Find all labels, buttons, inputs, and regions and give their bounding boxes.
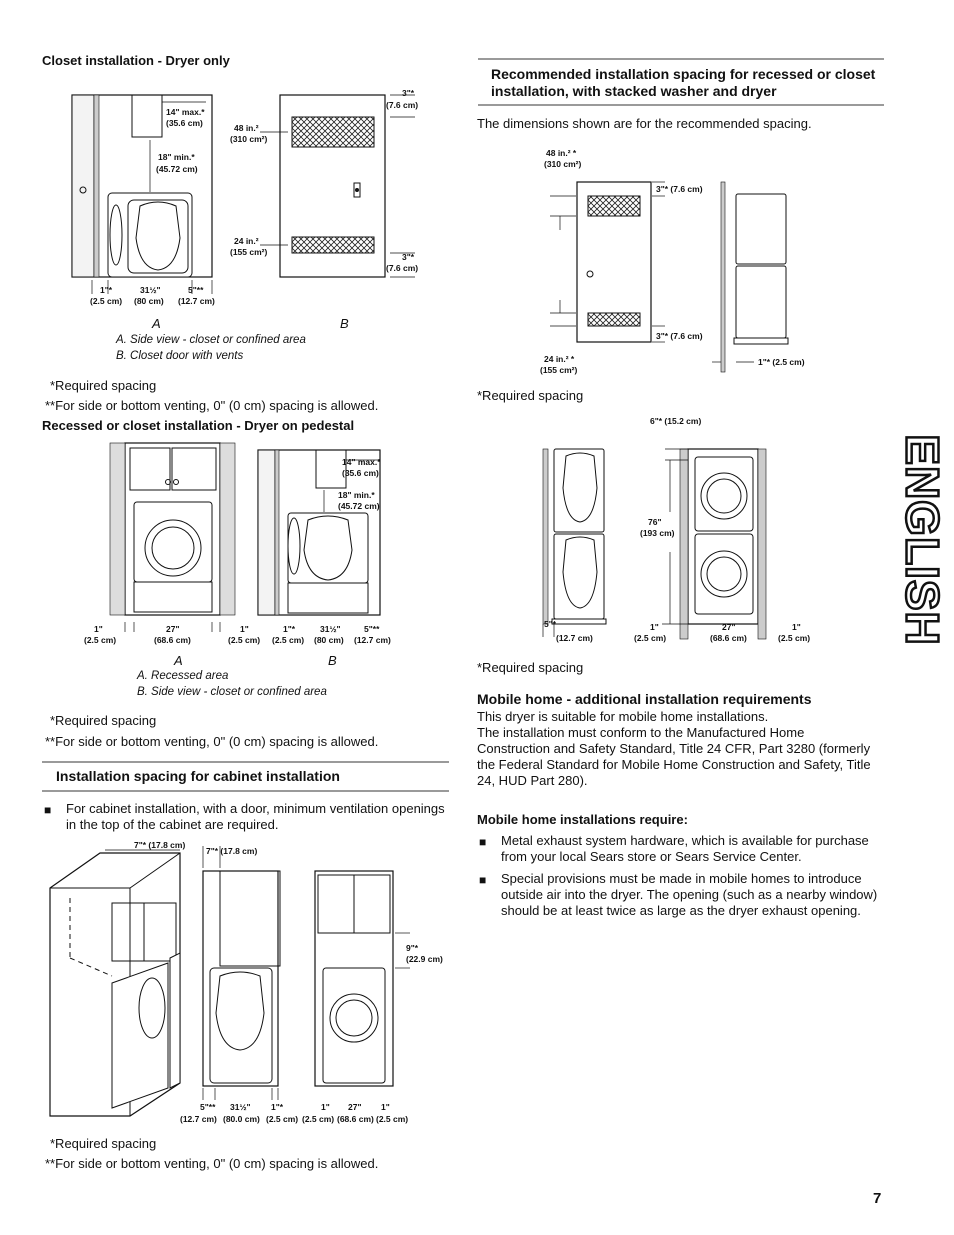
closet-d2: 18" min.* xyxy=(158,152,195,162)
ped-letter-b: B xyxy=(328,653,337,668)
mobile-heading: Mobile home - additional installation requirements xyxy=(477,691,812,707)
ped-a3b: (2.5 cm) xyxy=(228,635,261,645)
door-vent1b: (310 cm²) xyxy=(230,134,268,144)
page-number: 7 xyxy=(873,1190,882,1207)
cab-c4: 1" xyxy=(321,1102,330,1112)
cab-t2: 7"* (17.8 cm) xyxy=(206,846,258,856)
stack-b4: 1" xyxy=(792,622,801,632)
stack-b3: 27" xyxy=(722,622,736,632)
cab-c2: 31½" xyxy=(230,1102,251,1112)
door-v1: 48 in.² * xyxy=(546,148,577,158)
stack-figure xyxy=(540,412,830,652)
closet-title: Closet installation - Dryer only xyxy=(42,53,230,68)
closet-letter-a: A xyxy=(152,316,161,331)
closet-d1b: (35.6 cm) xyxy=(166,118,203,128)
mobile-req-title: Mobile home installations require: xyxy=(477,812,688,827)
required-spacing-1: *Required spacing xyxy=(50,378,157,393)
closet-b3: 5"** xyxy=(188,285,204,295)
closet-letter-b: B xyxy=(340,316,349,331)
cab-c6: 1" xyxy=(381,1102,390,1112)
ped-a2: 27" xyxy=(166,624,180,634)
stacked-rule-top xyxy=(478,58,884,60)
ped-s2b: (80 cm) xyxy=(314,635,344,645)
closet-d1: 14" max.* xyxy=(166,107,205,117)
required-spacing-2: *Required spacing xyxy=(50,713,157,728)
closet-b1b: (2.5 cm) xyxy=(90,296,123,306)
mobile-bullet-mark-2: ■ xyxy=(479,873,487,887)
door-side: 1"* (2.5 cm) xyxy=(758,357,805,367)
closet-caption-b: B. Closet door with vents xyxy=(116,350,244,362)
door-g1: 3"* (7.6 cm) xyxy=(656,184,703,194)
stack-top: 6"* (15.2 cm) xyxy=(650,416,702,426)
closet-b2: 31½" xyxy=(140,285,161,295)
door-top-gap-b: (7.6 cm) xyxy=(386,100,419,110)
cab-c5b: (68.6 cm) xyxy=(337,1114,374,1124)
stack-b2: 1" xyxy=(650,622,659,632)
door-top-gap: 3"* xyxy=(402,88,415,98)
ped-d2b: (45.72 cm) xyxy=(338,501,380,511)
ped-s2: 31½" xyxy=(320,624,341,634)
closet-caption-a: A. Side view - closet or confined area xyxy=(116,334,306,346)
venting-note-2: **For side or bottom venting, 0" (0 cm) spacing is allowed. xyxy=(45,734,379,749)
mobile-bullet-1: Metal exhaust system hardware, which is available for purchase from your local Sears store or Sears Service Center. xyxy=(501,833,869,864)
cab-c1b: (12.7 cm) xyxy=(180,1114,217,1124)
side-tab-label: ENGLISH xyxy=(897,434,949,646)
door-bot-gap-b: (7.6 cm) xyxy=(386,263,419,273)
closet-b3b: (12.7 cm) xyxy=(178,296,215,306)
cabinet-rule-bottom xyxy=(42,790,449,792)
ped-a1: 1" xyxy=(94,624,103,634)
stacked-heading: Recommended installation spacing for recessed or closet installation, with stacked washer and dryer xyxy=(491,66,876,99)
cab-c4b: (2.5 cm) xyxy=(302,1114,335,1124)
door-vent1: 48 in.² xyxy=(234,123,259,133)
cabinet-figure xyxy=(40,838,450,1130)
stacked-intro: The dimensions shown are for the recommended spacing. xyxy=(477,116,812,131)
door-vent2b: (155 cm²) xyxy=(230,247,268,257)
pedestal-caption-a: A. Recessed area xyxy=(137,670,229,682)
closet-b1: 1"* xyxy=(100,285,113,295)
ped-d1b: (35.6 cm) xyxy=(342,468,379,478)
venting-note-1: **For side or bottom venting, 0" (0 cm) spacing is allowed. xyxy=(45,398,379,413)
pedestal-figure xyxy=(80,440,420,670)
stacked-rule-bottom xyxy=(478,104,884,106)
required-spacing-r2: *Required spacing xyxy=(477,660,584,675)
cab-h1b: (22.9 cm) xyxy=(406,954,443,964)
required-spacing-r1: *Required spacing xyxy=(477,388,584,403)
stack-heightb: (193 cm) xyxy=(640,528,675,538)
cab-c5: 27" xyxy=(348,1102,362,1112)
cabinet-rule-top xyxy=(42,761,449,763)
stack-b2b: (2.5 cm) xyxy=(634,633,667,643)
cabinet-bullet-mark: ■ xyxy=(44,803,52,817)
venting-note-3: **For side or bottom venting, 0" (0 cm) spacing is allowed. xyxy=(45,1156,379,1171)
mobile-bullet-2: Special provisions must be made in mobile homes to introduce outside air into the dryer. The opening (such as a nearby window) should be at least twice as large as the dryer exhaust opening. xyxy=(501,871,878,918)
cabinet-bullet-text: For cabinet installation, with a door, minimum ventilation openings in the top of the cabinet are required. xyxy=(66,801,445,832)
ped-s3b: (12.7 cm) xyxy=(354,635,391,645)
door-g2: 3"* (7.6 cm) xyxy=(656,331,703,341)
cabinet-heading: Installation spacing for cabinet installation xyxy=(56,768,340,784)
cab-t1: 7"* (17.8 cm) xyxy=(134,840,186,850)
pedestal-caption-b: B. Side view - closet or confined area xyxy=(137,686,327,698)
closet-figure xyxy=(70,80,430,370)
door-bot-gap: 3"* xyxy=(402,252,415,262)
stack-b1b: (12.7 cm) xyxy=(556,633,593,643)
closet-b2b: (80 cm) xyxy=(134,296,164,306)
cab-c6b: (2.5 cm) xyxy=(376,1114,409,1124)
ped-a1b: (2.5 cm) xyxy=(84,635,117,645)
door-v2: 24 in.² * xyxy=(544,354,575,364)
stack-height: 76" xyxy=(648,517,662,527)
ped-a3: 1" xyxy=(240,624,249,634)
ped-s1: 1"* xyxy=(283,624,296,634)
ped-a2b: (68.6 cm) xyxy=(154,635,191,645)
ped-s1b: (2.5 cm) xyxy=(272,635,305,645)
ped-letter-a: A xyxy=(174,653,183,668)
mobile-p1: This dryer is suitable for mobile home installations. xyxy=(477,709,769,724)
mobile-bullet-mark-1: ■ xyxy=(479,835,487,849)
cab-c3b: (2.5 cm) xyxy=(266,1114,299,1124)
english-side-tab xyxy=(892,420,954,660)
required-spacing-3: *Required spacing xyxy=(50,1136,157,1151)
cab-c1: 5"** xyxy=(200,1102,216,1112)
stack-b4b: (2.5 cm) xyxy=(778,633,811,643)
cab-h1: 9"* xyxy=(406,943,419,953)
stacked-door-figure xyxy=(540,140,820,380)
cab-c3: 1"* xyxy=(271,1102,284,1112)
door-v2b: (155 cm²) xyxy=(540,365,578,375)
ped-d2: 18" min.* xyxy=(338,490,375,500)
cab-c2b: (80.0 cm) xyxy=(223,1114,260,1124)
ped-s3: 5"** xyxy=(364,624,380,634)
door-v1b: (310 cm²) xyxy=(544,159,582,169)
door-vent2: 24 in.² xyxy=(234,236,259,246)
stack-b3b: (68.6 cm) xyxy=(710,633,747,643)
stack-b1: 5"* xyxy=(544,619,557,629)
ped-d1: 14" max.* xyxy=(342,457,381,467)
closet-d2b: (45.72 cm) xyxy=(156,164,198,174)
mobile-p2: The installation must conform to the Manufactured Home Construction and Safety Standard, Title 24 CFR, Part 3280 (formerly the Federal Standard for Mobile Home Construction and Safety, Title 24, HUD Part 280). xyxy=(477,725,871,788)
pedestal-title: Recessed or closet installation - Dryer on pedestal xyxy=(42,418,355,433)
